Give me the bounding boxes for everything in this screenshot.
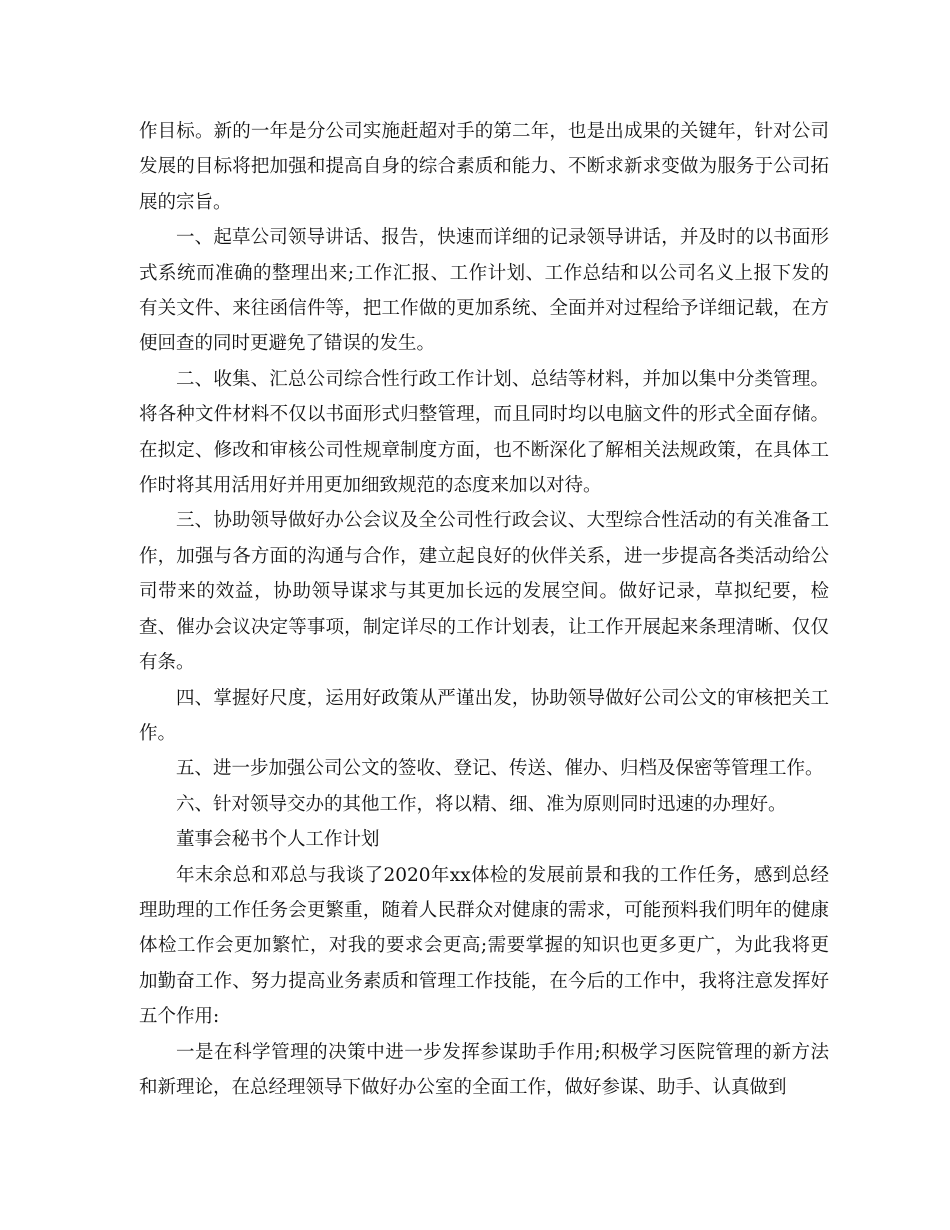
paragraph: 二、收集、汇总公司综合性行政工作计划、总结等材料，并加以集中分类管理。将各种文件材料不仅以书面形式归整管理，而且同时均以电脑文件的形式全面存储。在拟定、修改和审核公司性规章制度方面，也不断深化了解相关法规政策，在具体工作时将其用活用好并用更加细致规范的态度来加以对待。 [139,368,829,497]
paragraph: 一是在科学管理的决策中进一步发挥参谋助手作用;积极学习医院管理的新方法和新理论，在总经理领导下做好办公室的全面工作，做好参谋、助手、认真做到 [139,1041,829,1098]
section-heading: 董事会秘书个人工作计划 [176,829,380,851]
paragraph: 年末余总和邓总与我谈了2020年xx体检的发展前景和我的工作任务，感到总经理助理的工作任务会更繁重，随着人民群众对健康的需求，可能预料我们明年的健康体检工作会更加繁忙，对我的要求会更高;需要掌握的知识也更多更广，为此我将更加勤奋工作、努力提高业务素质和管理工作技能，在今后的工作中，我将注意发挥好五个作用: [139,864,829,1028]
paragraph: 一、起草公司领导讲话、报告，快速而详细的记录领导讲话，并及时的以书面形式系统而准确的整理出来;工作汇报、工作计划、工作总结和以公司名义上报下发的有关文件、来往函信件等，把工作做的更加系统、全面并对过程给予详细记载，在方便回查的同时更避免了错误的发生。 [139,227,829,355]
paragraph: 三、协助领导做好办公会议及全公司性行政会议、大型综合性活动的有关准备工作，加强与各方面的沟通与合作，建立起良好的伙伴关系，进一步提高各类活动给公司带来的效益，协助领导谋求与其更加长远的发展空间。做好记录，草拟纪要，检查、催办会议决定等事项，制定详尽的工作计划表，让工作开展起来条理清晰、仅仅有条。 [139,510,829,674]
document-body [139,114,829,1105]
paragraph: 六、针对领导交办的其他工作，将以精、细、准为原则同时迅速的办理好。 [176,793,787,815]
paragraph: 四、掌握好尺度，运用好政策从严谨出发，协助领导做好公司公文的审核把关工作。 [139,687,829,744]
paragraph: 作目标。新的一年是分公司实施赶超对手的第二年，也是出成果的关键年，针对公司发展的目标将把加强和提高自身的综合素质和能力、不断求新求变做为服务于公司拓展的宗旨。 [139,121,829,213]
paragraph: 五、进一步加强公司公文的签收、登记、传送、催办、归档及保密等管理工作。 [176,758,824,780]
